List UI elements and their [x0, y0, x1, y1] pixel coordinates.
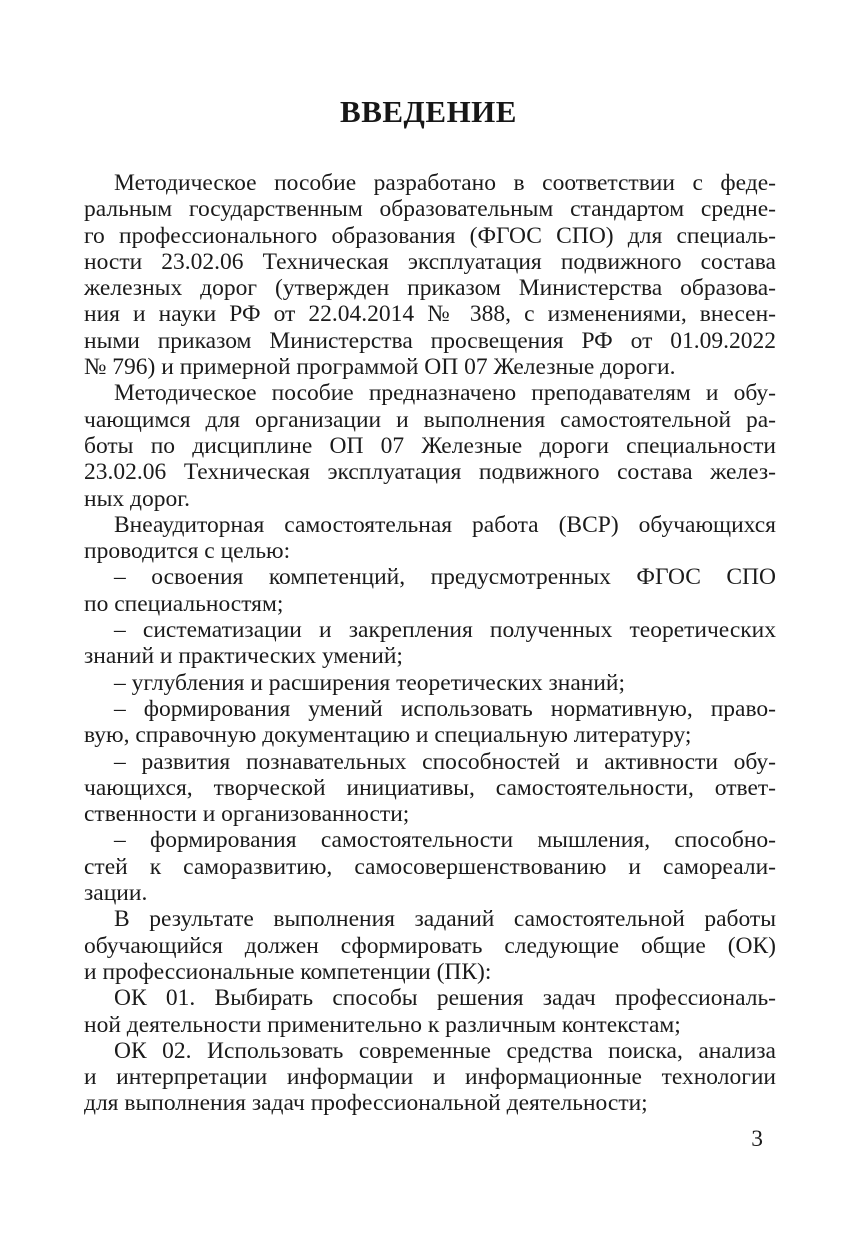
text-line: № 796) и примерной программой ОП 07 Железные дороги. — [84, 354, 676, 381]
text-line: – развития познавательных способностей и активности обу- — [114, 748, 776, 775]
text-line: ния и науки РФ от 22.04.2014 № 388, с изменениями, внесен- — [84, 301, 776, 328]
text-line: вую, справочную документацию и специальную литературу; — [84, 722, 692, 749]
text-line: го профессионального образования (ФГОС СПО) для специаль- — [84, 222, 776, 249]
paragraph — [84, 906, 776, 985]
text-line: Внеаудиторная самостоятельная работа (ВСР) обучающихся — [114, 511, 776, 538]
paragraph — [84, 380, 776, 511]
text-line: – формирования умений использовать нормативную, право- — [114, 695, 776, 722]
text-line: знаний и практических умений; — [84, 643, 403, 670]
text-line: зации. — [84, 880, 148, 907]
text-line: проводится с целью: — [84, 538, 291, 565]
text-line: для выполнения задач профессиональной деятельности; — [84, 1090, 648, 1117]
text-line: ными приказом Министерства просвещения РФ от 01.09.2022 — [84, 327, 776, 354]
page-title: ВВЕДЕНИЕ — [340, 94, 517, 129]
text-line: – систематизации и закрепления полученных теоретических — [114, 617, 776, 644]
paragraph — [84, 670, 776, 696]
text-line: ной деятельности применительно к различным контекстам; — [84, 1011, 681, 1038]
page-body — [84, 170, 776, 1117]
text-line: железных дорог (утвержден приказом Министерства образова- — [84, 275, 776, 302]
text-line: ОК 02. Использовать современные средства поиска, анализа — [114, 1037, 776, 1064]
text-line: В результате выполнения заданий самостоятельной работы — [114, 906, 776, 933]
text-line: Методическое пособие предназначено преподавателям и обу- — [114, 380, 776, 407]
text-line: – углубления и расширения теоретических знаний; — [114, 669, 626, 696]
paragraph — [84, 170, 776, 380]
paragraph — [84, 985, 776, 1038]
paragraph — [84, 617, 776, 670]
paragraph — [84, 512, 776, 565]
text-line: – освоения компетенций, предусмотренных ФГОС СПО — [114, 564, 776, 591]
text-line: боты по дисциплине ОП 07 Железные дороги специальности — [84, 432, 776, 459]
text-line: ности 23.02.06 Техническая эксплуатация подвижного состава — [84, 248, 776, 275]
text-line: обучающийся должен сформировать следующие общие (ОК) — [84, 932, 776, 959]
paragraph — [84, 696, 776, 749]
text-line: чающихся, творческой инициативы, самостоятельности, ответ- — [84, 774, 776, 801]
text-line: и профессиональные компетенции (ПК): — [84, 958, 492, 985]
text-line: ральным государственным образовательным стандартом средне- — [84, 196, 776, 223]
text-line: чающимся для организации и выполнения самостоятельной ра- — [84, 406, 776, 433]
page-number: 3 — [751, 1126, 763, 1152]
text-line: Методическое пособие разработано в соответствии с феде- — [114, 170, 776, 196]
text-line: ных дорог. — [84, 485, 191, 512]
text-line: ственности и организованности; — [84, 801, 410, 828]
text-line: 23.02.06 Техническая эксплуатация подвижного состава желез- — [84, 459, 776, 486]
text-line: ОК 01. Выбирать способы решения задач профессиональ- — [114, 985, 776, 1012]
text-line: стей к саморазвитию, самосовершенствованию и самореали- — [84, 853, 776, 880]
paragraph — [84, 564, 776, 617]
paragraph — [84, 827, 776, 906]
text-line: – формирования самостоятельности мышления, способно- — [114, 827, 776, 854]
paragraph — [84, 749, 776, 828]
text-line: и интерпретации информации и информационные технологии — [84, 1064, 776, 1091]
paragraph — [84, 1038, 776, 1117]
text-line: по специальностям; — [84, 590, 284, 617]
